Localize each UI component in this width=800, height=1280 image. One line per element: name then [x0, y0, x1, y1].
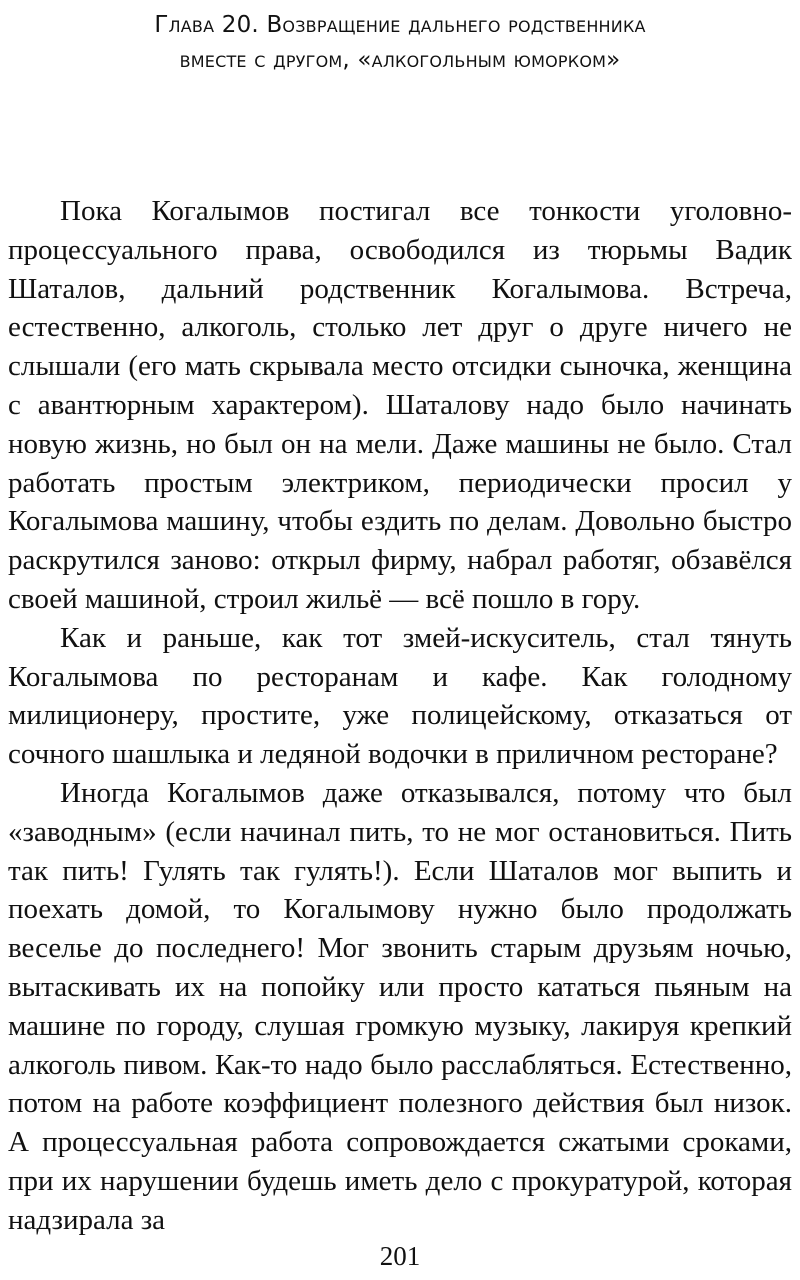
chapter-body — [8, 192, 792, 1240]
chapter-title-line-1: Глава 20. Возвращение дальнего родственника — [154, 12, 646, 38]
paragraph-3: Иногда Когалымов даже отказывался, потому что был «заводным» (если начинал пить, то не мог остановиться. Пить так пить! Гулять так гулять!). Если Шаталов мог выпить и поехать домой, то Когалымову нужно было продолжать веселье до последнего! Мог звонить старым друзьям ночью, вытаскивать их на попойку или просто кататься пьяным на машине по городу, слушая громкую музыку, лакируя крепкий алкоголь пивом. Как-то надо было расслабляться. Естественно, потом на работе коэффициент полезного действия был низок. А процессуальная работа сопровождается сжатыми сроками, при их нарушении будешь иметь дело с прокуратурой, которая надзирала за — [8, 776, 792, 1236]
page-number: 201 — [379, 1241, 421, 1271]
paragraph-2: Как и раньше, как тот змей-искуситель, стал тянуть Когалымова по ресторанам и кафе. Как голодному милиционеру, простите, уже полицейскому, отказаться от сочного шашлыка и ледяной водочки в приличном ресторане? — [8, 621, 792, 771]
chapter-title-line-2: вместе с другом, «алкогольным юморком» — [179, 47, 621, 73]
chapter-title — [40, 8, 760, 78]
paragraph-1: Пока Когалымов постигал все тонкости уголовно-процессуального права, освободился из тюрьмы Вадик Шаталов, дальний родственник Когалымова. Встреча, естественно, алкоголь, столько лет друг о друге ничего не слышали (его мать скрывала место отсидки сыночка, женщина с авантюрным характером). Шаталову надо было начинать новую жизнь, но был он на мели. Даже машины не было. Стал работать простым электриком, периодически просил у Когалымова машину, чтобы ездить по делам. Довольно быстро раскрутился заново: открыл фирму, набрал работяг, обзавёлся своей машиной, строил жильё — всё пошло в гору. — [8, 195, 792, 615]
